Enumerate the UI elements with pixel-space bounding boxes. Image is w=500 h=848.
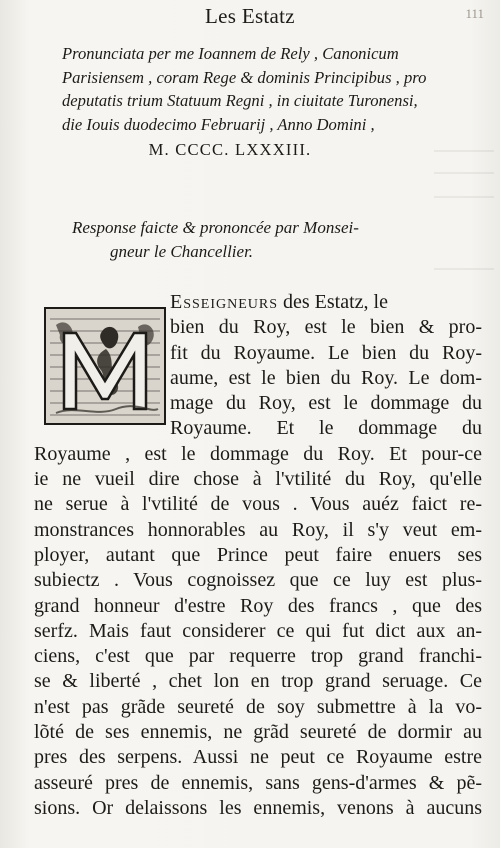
intro-line: die Iouis duodecimo Februarij , Anno Domini , [62, 114, 375, 134]
body-line: n'est pas grãde seureté de soy submettre à la vo- [34, 695, 482, 718]
bleed-through-mark [434, 172, 494, 174]
date-line: M. CCCC. LXXXIII. [148, 140, 312, 159]
response-heading-line: Response faicte & prononcée par Monsei- [72, 218, 359, 237]
body-line: monstrances honnorables au Roy, il s'y veut em- [34, 518, 482, 541]
body-line [34, 290, 482, 315]
bleed-through-mark [434, 268, 494, 270]
body-line: subiectz . Vous cognoissez que ce luy est plus- [34, 569, 482, 592]
body-line: mage du Roy, est le dommage du [170, 392, 482, 415]
body-line: bien du Roy, est le bien & pro- [170, 316, 482, 339]
body-line: pres des serpens. Aussi ne peut ce Royaume estre [34, 746, 482, 769]
latin-intro [62, 42, 482, 136]
body-line-text: des Estatz, le [283, 291, 388, 313]
body-line: asseuré pres de ennemis, sans gens-d'armes & pẽ- [34, 771, 482, 794]
response-heading [72, 216, 472, 264]
body-text [34, 290, 482, 821]
body-line: Royaume , est le dommage du Roy. Et pour-ce [34, 442, 482, 465]
body-line: aume, est le bien du Roy. Le dom- [170, 366, 482, 389]
body-line: ne serue à l'vtilité de vous . Vous auéz faict re- [34, 493, 482, 516]
response-heading-line: gneur le Chancellier. [110, 242, 254, 261]
body-line: serfz. Mais faut considerer ce qui fut dict aux an- [34, 619, 482, 642]
intro-line: Pronunciata per me Ioannem de Rely , Canonicum [62, 44, 399, 63]
body-line: grand honneur d'estre Roy des francs , que des [34, 594, 482, 617]
body-line: ployer, autant que Prince peut faire enuers ses [34, 543, 482, 566]
body-line: se & liberté , chet lon en trop grand seruage. Ce [34, 670, 482, 693]
body-line: fit du Royaume. Le bien du Roy- [170, 341, 482, 364]
body-line: sions. Or delaissons les ennemis, venons à aucuns [34, 796, 482, 819]
body-line: Royaume. Et le dommage du [170, 417, 482, 440]
body-line: ciens, c'est que par requerre trop grand franchi- [34, 645, 482, 668]
body-line: lõté de ses ennemis, ne grãd seureté de dormir au [34, 721, 482, 744]
page-number: 111 [465, 6, 484, 21]
intro-line: deputatis trium Statuum Regni , in ciuitate Turonensi, [62, 91, 418, 110]
bleed-through-mark [434, 196, 494, 198]
first-word: Esseigneurs [170, 291, 279, 313]
body-line: ie ne vueil dire chose à l'vtilité du Roy, qu'elle [34, 468, 482, 491]
intro-line: Parisiensem , coram Rege & dominis Principibus , pro [62, 67, 427, 87]
running-title: Les Estatz [205, 4, 295, 28]
